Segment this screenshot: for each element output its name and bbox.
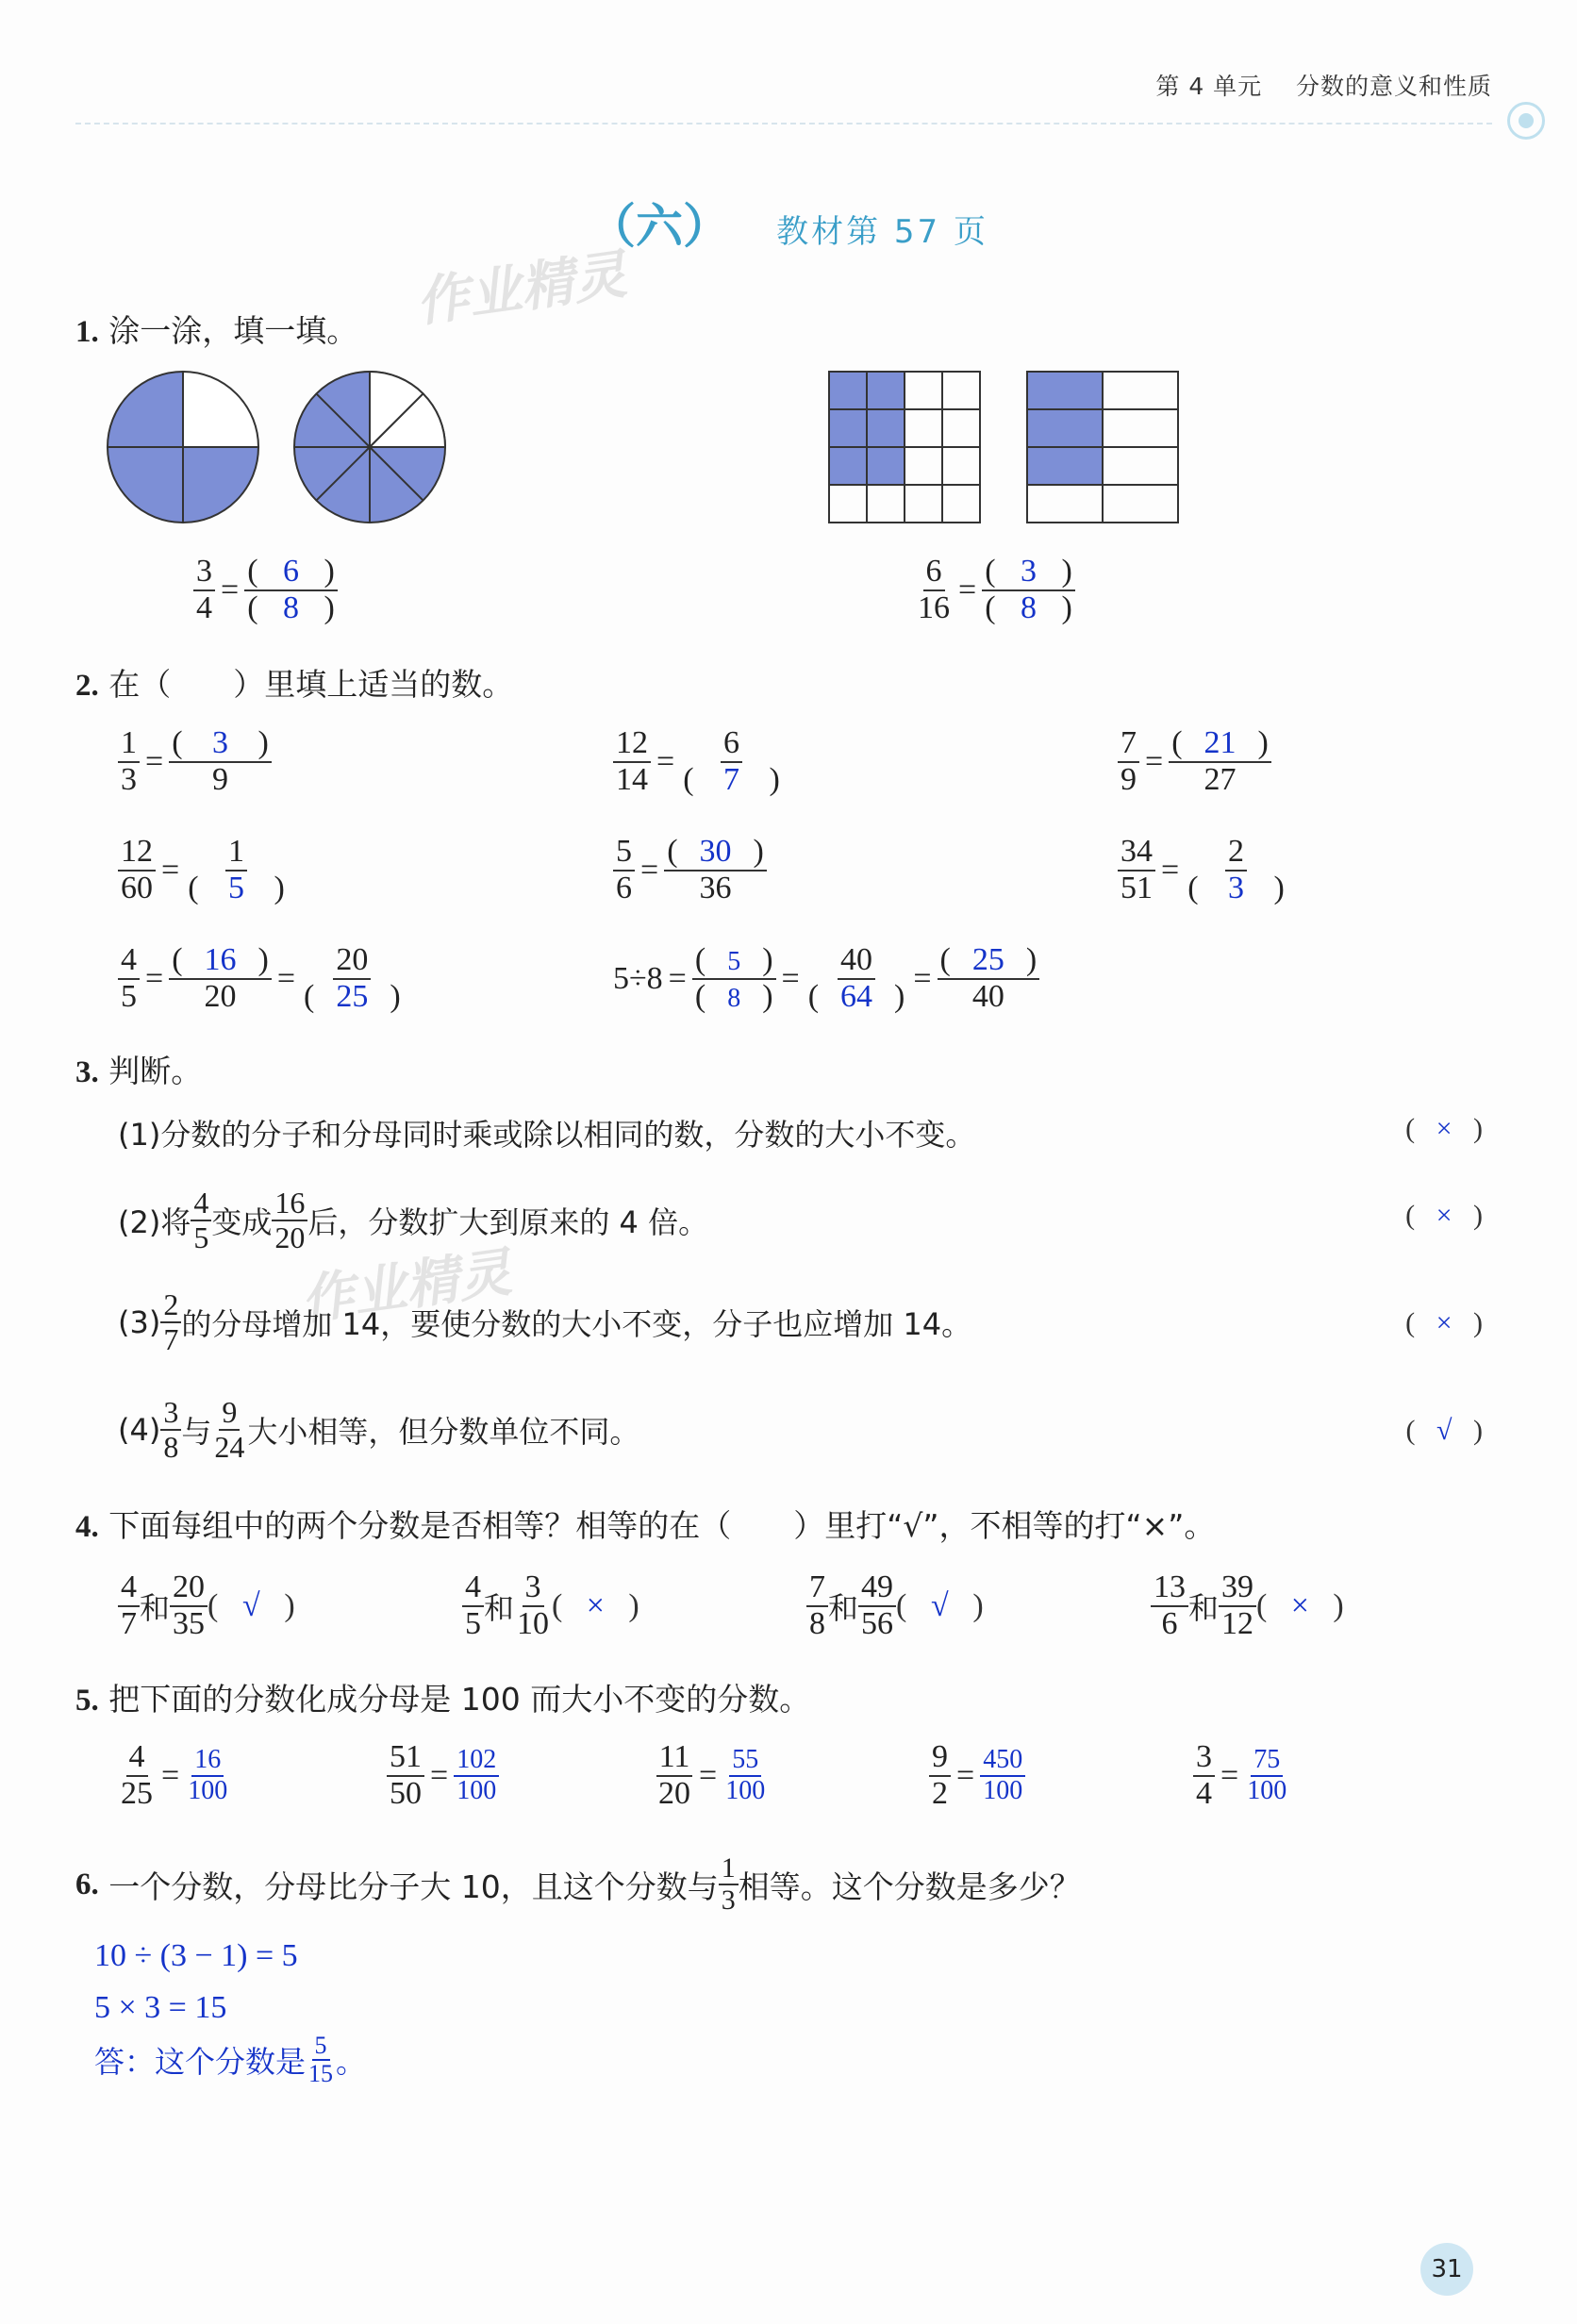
- section-title: [0, 189, 1577, 257]
- q1-equation-2: $\frac{6}{16}$ = $\frac{( 3 )}{( 8 )}$: [915, 555, 1075, 625]
- unit-header: [1155, 68, 1492, 102]
- grid-2x4: [1027, 372, 1178, 523]
- q4-item-3: 7 8 和 49 56 ( √ ): [806, 1570, 984, 1641]
- watermark: 作业精灵: [297, 1241, 516, 1333]
- grid-diagrams: [825, 368, 1184, 528]
- grid-4x4: [829, 372, 980, 523]
- q4-item-1: 4 7 和 20 35 ( √ ): [118, 1570, 295, 1641]
- q5-title: 5. 把下面的分数化成分母是 100 而大小不变的分数。: [75, 1681, 811, 1718]
- q3-item-4: (4) 3 8 与 9 24 大小相等，但分数单位不同。: [118, 1395, 640, 1464]
- q3-item-1: (1)分数的分子和分母同时乘或除以相同的数，分数的大小不变。: [118, 1117, 976, 1153]
- q6-title: 6. 一个分数，分母比分子大 10，且这个分数与 1 3 相等。这个分数是多少？: [75, 1852, 1081, 1917]
- q2-r2-2: $\frac{5}{6}$ = $\frac{( 30 )}{36}$: [613, 835, 767, 905]
- q3-item-3: (3) 2 7 的分母增加 14，要使分数的大小不变，分子也应增加 14。: [118, 1287, 972, 1356]
- unit-label: 第 4 单元: [1155, 73, 1263, 100]
- circle-decoration-icon: [1507, 102, 1545, 140]
- watermark: 作业精灵: [412, 243, 631, 335]
- q3-title: 3. 判断。: [75, 1053, 203, 1089]
- q2-r2-3: $\frac{34}{51}$ = $\frac{2}{( 3 )}$: [1118, 835, 1287, 905]
- q5-item-2: $\frac{51}{50}$ = $\frac{102}{100}$: [387, 1740, 499, 1811]
- unit-topic: 分数的意义和性质: [1295, 73, 1492, 100]
- circle-eighths: [294, 372, 445, 523]
- q2-r1-2: $\frac{12}{14}$ = $\frac{6}{( 7 )}$: [613, 726, 783, 797]
- q3-item-4-answer: ( √ ): [1405, 1415, 1483, 1446]
- q1-equation-1: $\frac{3}{4}$ = $\frac{( 6 )}{( 8 )}$: [193, 555, 338, 625]
- q3-item-1-answer: ( × ): [1405, 1113, 1483, 1144]
- q3-item-2: (2)将 4 5 变成 16 20 后，分数扩大到原来的 4 倍。: [118, 1186, 709, 1254]
- circle-quarters: [108, 372, 258, 523]
- q5-item-1: $\frac{4}{25}$ = $\frac{16}{100}$: [121, 1739, 228, 1811]
- q5-item-3: $\frac{11}{20}$ = $\frac{55}{100}$: [656, 1740, 768, 1811]
- q6-solution-line-2: 5 × 3 = 15: [94, 1990, 227, 2025]
- q2-r3-2: 5÷8 = $\frac{( 5 )}{( 8 )}$ = $\frac{40}{( 64 )}$ = $\frac{( 25 )}{40}$: [613, 943, 1039, 1014]
- q6-solution-line-1: 10 ÷ (3 − 1) = 5: [94, 1938, 298, 1973]
- q3-item-2-answer: ( × ): [1405, 1200, 1483, 1231]
- header-divider: [75, 123, 1492, 124]
- circle-diagrams: [104, 368, 453, 528]
- page-number: 31: [1420, 2243, 1473, 2296]
- q4-item-2: 4 5 和 3 10 ( × ): [462, 1570, 639, 1641]
- q3-item-3-answer: ( × ): [1405, 1307, 1483, 1338]
- q2-r2-1: $\frac{12}{60}$ = $\frac{1}{( 5 )}$: [118, 835, 288, 905]
- q5-item-4: $\frac{9}{2}$ = $\frac{450}{100}$: [929, 1740, 1025, 1811]
- q2-title: 2. 在（ ）里填上适当的数。: [75, 666, 514, 703]
- q4-title: 4. 下面每组中的两个分数是否相等？相等的在（ ）里打“√”，不相等的打“×”。: [75, 1507, 1216, 1544]
- q2-r1-3: $\frac{7}{9}$ = $\frac{( 21 )}{27}$: [1118, 726, 1271, 797]
- section-label: （六）: [589, 199, 730, 254]
- q1-title: 1. 涂一涂，填一填。: [75, 312, 358, 349]
- q2-r3-1: $\frac{4}{5}$ = $\frac{( 16 )}{20}$ = $\frac{20}{( 25 )}$: [118, 943, 404, 1014]
- section-ref: 教材第 57 页: [776, 213, 988, 251]
- q6-answer: 答：这个分数是 5 15 。: [94, 2032, 367, 2088]
- q2-r1-1: $\frac{1}{3}$ = $\frac{( 3 )}{9}$: [118, 726, 272, 797]
- q4-item-4: 13 6 和 39 12 ( × ): [1151, 1570, 1344, 1641]
- q5-item-5: $\frac{3}{4}$ = $\frac{75}{100}$: [1193, 1740, 1289, 1811]
